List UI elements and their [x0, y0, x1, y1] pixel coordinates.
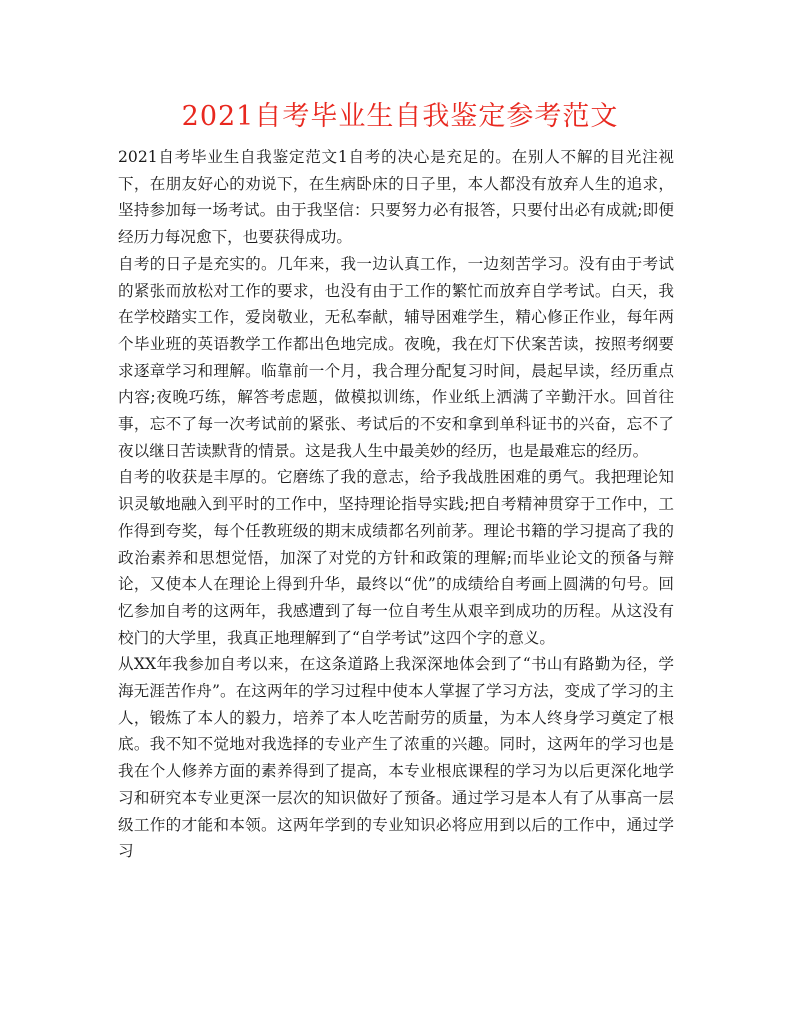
- document-body: [118, 144, 674, 865]
- paragraph-2: 自考的日子是充实的。几年来，我一边认真工作，一边刻苦学习。没有由于考试的紧张而放松对工作的要求，也没有由于工作的繁忙而放弃自学考试。白天，我在学校踏实工作，爱岗敬业，无私奉献，辅导困难学生，精心修正作业，每年两个毕业班的英语教学工作都出色地完成。夜晚，我在灯下伏案苦读，按照考纲要求逐章学习和理解。临靠前一个月，我合理分配复习时间，晨起早读，经历重点内容;夜晚巧练，解答考虑题，做模拟训练，作业纸上洒满了辛勤汗水。回首往事，忘不了每一次考试前的紧张、考试后的不安和拿到单科证书的兴奋，忘不了夜以继日苦读默背的情景。这是我人生中最美妙的经历，也是最难忘的经历。: [118, 254, 674, 460]
- document-title: 2021自考毕业生自我鉴定参考范文: [181, 101, 619, 132]
- paragraph-1: 2021自考毕业生自我鉴定范文1自考的决心是充足的。在别人不解的目光注视下，在朋友好心的劝说下，在生病卧床的日子里，本人都没有放弃人生的追求，坚持参加每一场考试。由于我坚信：只要努力必有报答，只要付出必有成就;即便经历力每况愈下，也要获得成功。: [118, 148, 674, 247]
- paragraph-4: 从XX年我参加自考以来，在这条道路上我深深地体会到了“书山有路勤为径，学海无涯苦作舟”。在这两年的学习过程中使本人掌握了学习方法，变成了学习的主人，锻炼了本人的毅力，培养了本人吃苦耐劳的质量，为本人终身学习奠定了根底。我不知不觉地对我选择的专业产生了浓重的兴趣。同时，这两年的学习也是我在个人修养方面的素养得到了提高，本专业根底课程的学习为以后更深化地学习和研究本专业更深一层次的知识做好了预备。通过学习是本人有了从事高一层级工作的才能和本领。这两年学到的专业知识必将应用到以后的工作中，通过学习: [118, 655, 674, 861]
- paragraph-3: 自考的收获是丰厚的。它磨练了我的意志，给予我战胜困难的勇气。我把理论知识灵敏地融入到平时的工作中，坚持理论指导实践;把自考精神贯穿于工作中，工作得到夸奖，每个任教班级的期末成绩都名列前茅。理论书籍的学习提高了我的政治素养和思想觉悟，加深了对党的方针和政策的理解;而毕业论文的预备与辩论，又使本人在理论上得到升华，最终以“优”的成绩给自考画上圆满的句号。回忆参加自考的这两年，我感遭到了每一位自考生从艰辛到成功的历程。从这没有校门的大学里，我真正地理解到了“自学考试”这四个字的意义。: [118, 468, 674, 647]
